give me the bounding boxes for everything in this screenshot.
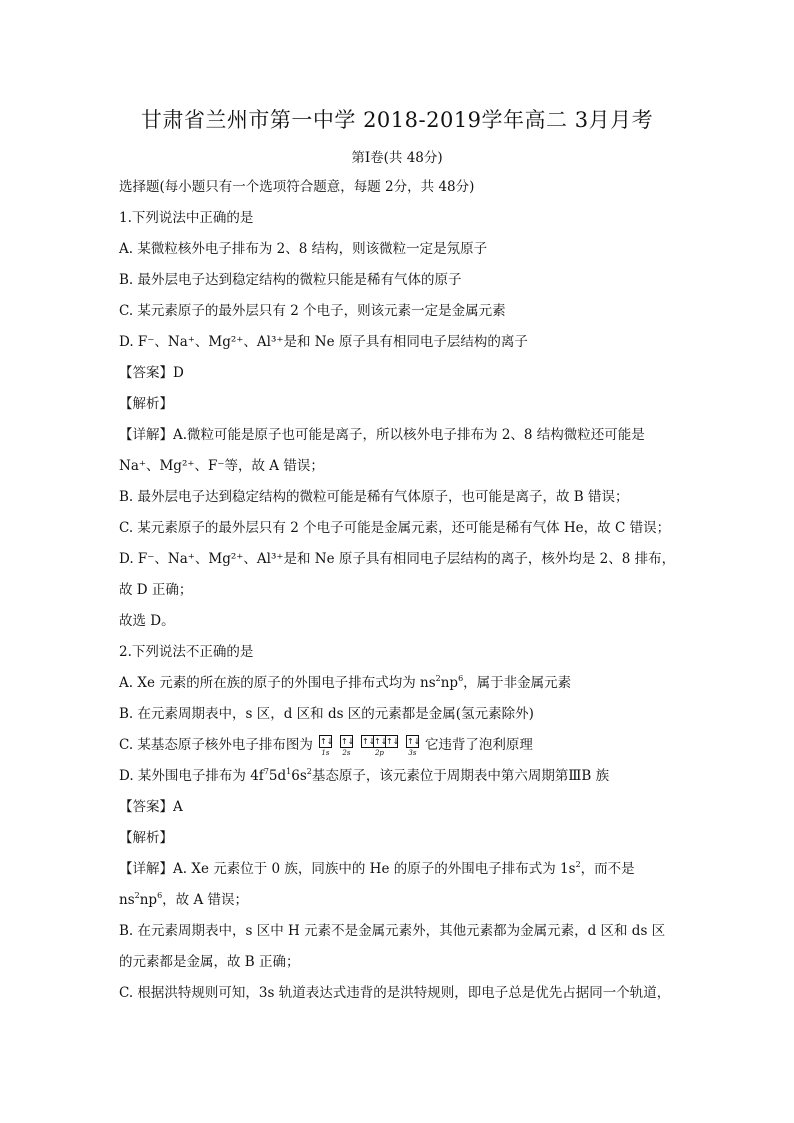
section-subtitle: 第Ⅰ卷(共 48分) bbox=[351, 150, 443, 166]
q1-detail-line: D. F⁻、Na⁺、Mg²⁺、Al³⁺是和 Ne 原子具有相同电子层结构的离子，核外均是 2、8 排布， bbox=[119, 551, 676, 567]
q2-detail-line: 的元素都是金属，故 B 正确； bbox=[119, 954, 300, 970]
q1-detail-line: 故 D 正确； bbox=[119, 582, 193, 598]
orbital-3s bbox=[406, 735, 419, 757]
orbital-diagram bbox=[319, 735, 419, 757]
q2-stem: 2.下列说法不正确的是 bbox=[119, 644, 254, 660]
orbital-label: 2s bbox=[342, 748, 351, 757]
q2-detail-line: $ns^2np^6$，故 A 错误； bbox=[119, 891, 248, 908]
q1-analysis-heading: 【解析】 bbox=[119, 396, 173, 412]
orbital-label: 2p bbox=[374, 748, 384, 757]
q1-detail-line: B. 最外层电子达到稳定结构的微粒可能是稀有气体原子，也可能是离子，故 B 错误； bbox=[119, 489, 629, 505]
orbital-boxes bbox=[319, 735, 332, 748]
q2-detail-line: 【详解】A. Xe 元素位于 0 族，同族中的 He 的原子的外围电子排布式为 $1s^2$，而不是 bbox=[119, 860, 635, 877]
q1-option-a: A. 某微粒核外电子排布为 2、8 结构，则该微粒一定是氖原子 bbox=[119, 241, 488, 257]
q1-option-b: B. 最外层电子达到稳定结构的微粒只能是稀有气体的原子 bbox=[119, 272, 462, 288]
q2-option-a: A. Xe 元素的所在族的原子的外围电子排布式均为 $ns^2np^6$，属于非金属元素 bbox=[119, 674, 572, 691]
orbital-boxes bbox=[406, 735, 419, 748]
q1-option-d: D. F⁻、Na⁺、Mg²⁺、Al³⁺是和 Ne 原子具有相同电子层结构的离子 bbox=[119, 334, 528, 350]
orbital-boxes bbox=[340, 735, 353, 748]
q1-detail-line: 【详解】A.微粒可能是原子也可能是离子，所以核外电子排布为 2、8 结构微粒还可能是 bbox=[119, 427, 645, 443]
q1-conclusion: 故选 D。 bbox=[119, 613, 175, 629]
q2-detail-line: C. 根据洪特规则可知，3s 轨道表达式违背的是洪特规则，即电子总是优先占据同一个轨道， bbox=[119, 985, 671, 1001]
section-heading: 选择题(每小题只有一个选项符合题意，每题 2分，共 48分) bbox=[119, 179, 475, 195]
q2-option-b: B. 在元素周期表中，s 区，d 区和 ds 区的元素都是金属(氢元素除外) bbox=[119, 706, 534, 722]
orbital-1s bbox=[319, 735, 332, 757]
orbital-box: ↑↓ bbox=[406, 736, 421, 746]
q1-stem: 1.下列说法中正确的是 bbox=[119, 210, 254, 226]
page-title: 甘肃省兰州市第一中学 2018-2019学年高二 3月月考 bbox=[140, 108, 654, 132]
orbital-box: ↑↓ bbox=[340, 736, 355, 746]
orbital-label: 3s bbox=[408, 748, 417, 757]
q2-answer: 【答案】A bbox=[119, 799, 183, 815]
orbital-box: ↑↓ bbox=[373, 736, 388, 746]
q1-answer: 【答案】D bbox=[119, 365, 184, 381]
q1-option-c: C. 某元素原子的最外层只有 2 个电子，则该元素一定是金属元素 bbox=[119, 303, 506, 319]
q2-detail-line: B. 在元素周期表中，s 区中 H 元素不是金属元素外，其他元素都为金属元素，d 区和 ds 区 bbox=[119, 923, 666, 939]
q2-option-c: C. 某基态原子核外电子排布图为 ↑↓ 1s ↑↓ 2s ↑↓ ↑↓ ↑↓ 2p ↑↓ 3s 它违背了泡利原理 bbox=[119, 736, 533, 757]
q2-analysis-heading: 【解析】 bbox=[119, 830, 173, 846]
q2-option-d: D. 某外围电子排布为 $4f^75d^16s^2$基态原子，该元素位于周期表中第六周期第ⅢB 族 bbox=[119, 767, 610, 784]
orbital-label: 1s bbox=[321, 748, 330, 757]
orbital-2s bbox=[340, 735, 353, 757]
orbital-box: ↑↓ bbox=[361, 736, 376, 746]
q1-detail-line: C. 某元素原子的最外层只有 2 个电子可能是金属元素，还可能是稀有气体 He，故 C 错误； bbox=[119, 520, 671, 536]
q1-detail-line: Na⁺、Mg²⁺、F⁻等，故 A 错误； bbox=[119, 458, 324, 474]
content-body bbox=[119, 176, 679, 1013]
orbital-2p bbox=[361, 735, 398, 757]
orbital-boxes bbox=[361, 735, 398, 748]
orbital-box: ↑↓ bbox=[319, 736, 334, 746]
orbital-box: ↑↓ bbox=[385, 736, 400, 746]
